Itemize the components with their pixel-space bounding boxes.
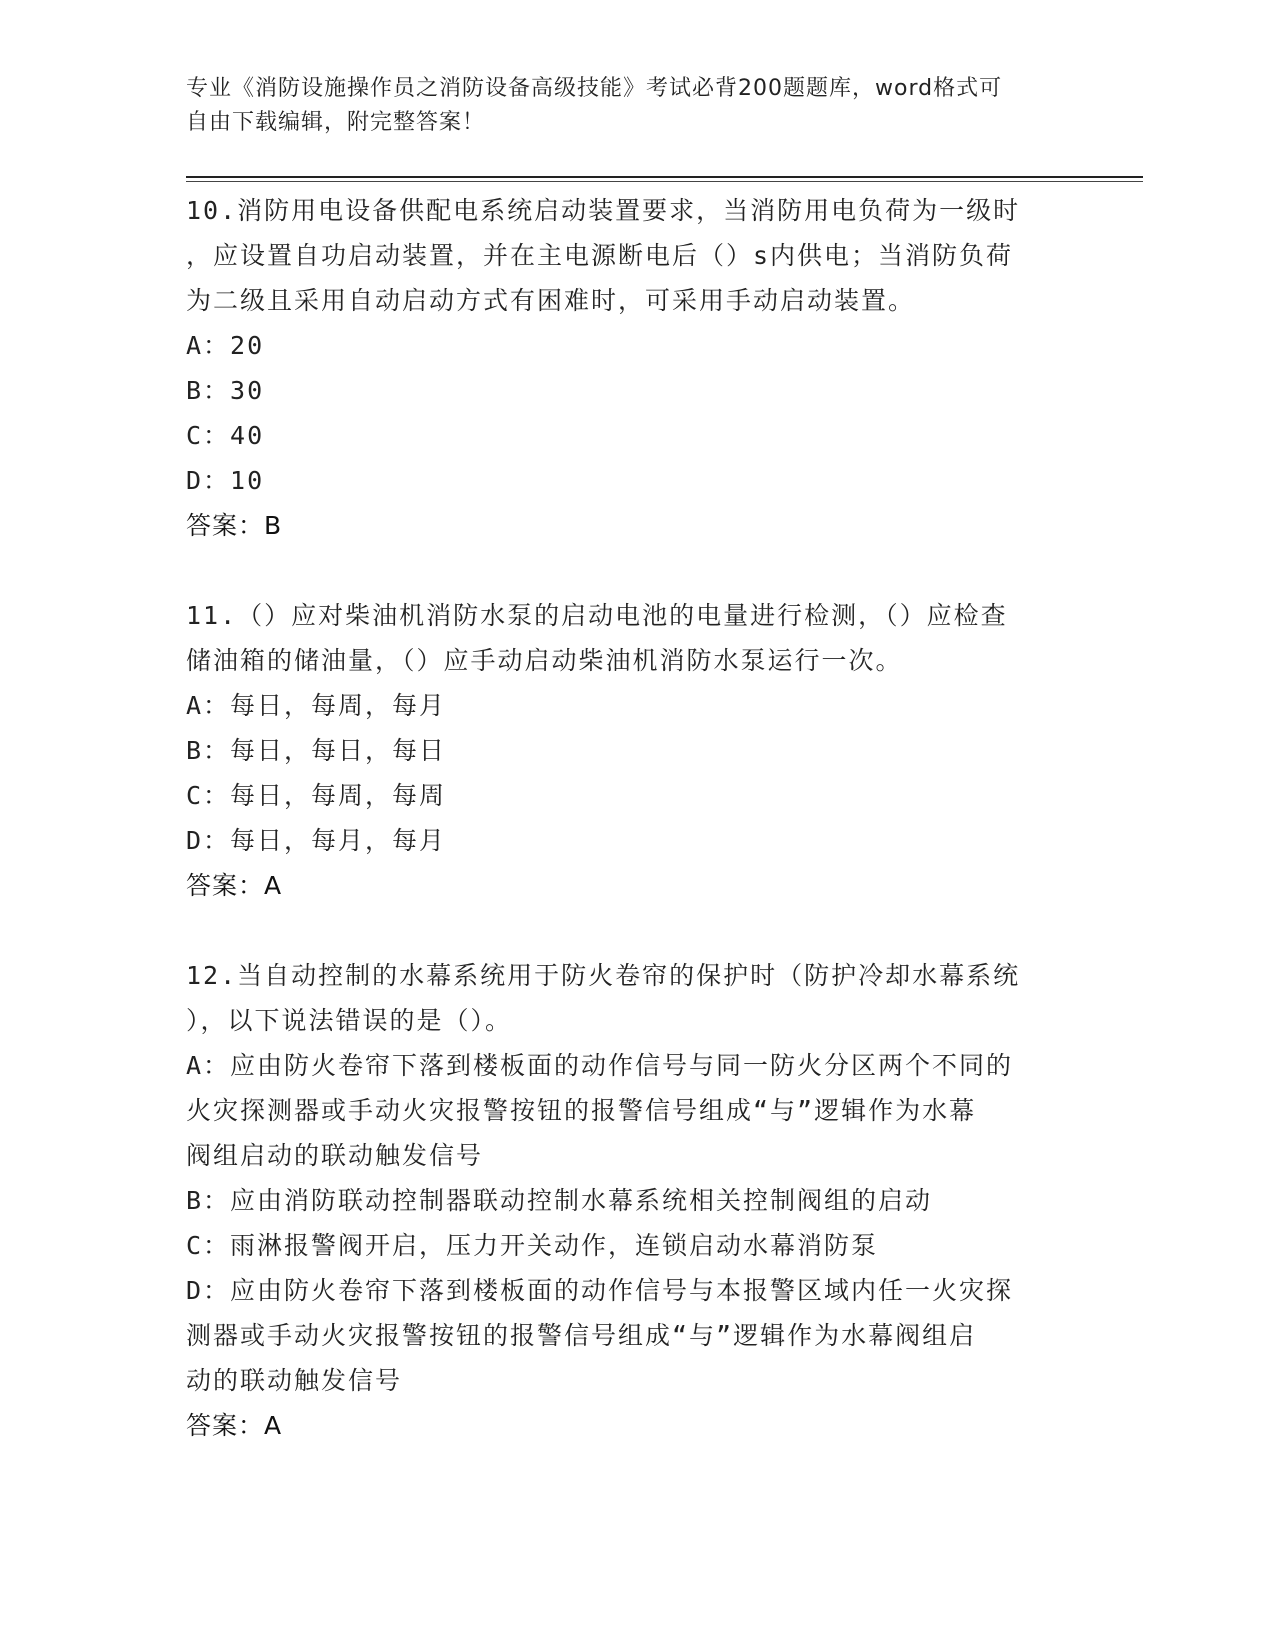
option-a-line: 火灾探测器或手动火灾报警按钮的报警信号组成“与”逻辑作为水幕 bbox=[186, 1096, 977, 1125]
header-divider bbox=[186, 176, 1143, 178]
option-d-line: 动的联动触发信号 bbox=[186, 1366, 403, 1395]
question-stem-line: 储油箱的储油量，（）应手动启动柴油机消防水泵运行一次。 bbox=[186, 646, 903, 675]
option-d: D：每日，每月，每月 bbox=[186, 826, 447, 855]
answer-label: 答案：A bbox=[186, 1411, 283, 1440]
question-spacer bbox=[186, 548, 1066, 593]
header-line-2: 自由下载编辑，附完整答案！ bbox=[186, 110, 486, 135]
option-c: C：40 bbox=[186, 421, 265, 450]
option-b: B：30 bbox=[186, 376, 265, 405]
option-a-line: A：应由防火卷帘下落到楼板面的动作信号与同一防火分区两个不同的 bbox=[186, 1051, 1014, 1080]
answer-label: 答案：A bbox=[186, 871, 283, 900]
question-stem-line: 10.消防用电设备供配电系统启动装置要求，当消防用电负荷为一级时 bbox=[186, 196, 1021, 225]
document-header bbox=[186, 72, 1066, 140]
answer-label: 答案：B bbox=[186, 511, 283, 540]
option-d-line: D：应由防火卷帘下落到楼板面的动作信号与本报警区域内任一火灾探 bbox=[186, 1276, 1014, 1305]
option-c: C：每日，每周，每周 bbox=[186, 781, 447, 810]
header-divider-thin bbox=[186, 181, 1143, 182]
option-d-line: 测器或手动火灾报警按钮的报警信号组成“与”逻辑作为水幕阀组启 bbox=[186, 1321, 977, 1350]
option-d: D：10 bbox=[186, 466, 265, 495]
option-c: C：雨淋报警阀开启，压力开关动作，连锁启动水幕消防泵 bbox=[186, 1231, 879, 1260]
option-b: B：每日，每日，每日 bbox=[186, 736, 447, 765]
option-b: B：应由消防联动控制器联动控制水幕系统相关控制阀组的启动 bbox=[186, 1186, 933, 1215]
question-10 bbox=[186, 188, 1066, 548]
question-12 bbox=[186, 953, 1066, 1448]
question-stem-line: 11.（）应对柴油机消防水泵的启动电池的电量进行检测，（）应检查 bbox=[186, 601, 1008, 630]
question-spacer bbox=[186, 908, 1066, 953]
header-line-1: 专业《消防设施操作员之消防设备高级技能》考试必背200题题库，word格式可 bbox=[186, 76, 1003, 101]
question-stem-line: 12.当自动控制的水幕系统用于防火卷帘的保护时（防护冷却水幕系统 bbox=[186, 961, 1021, 990]
option-a-line: 阀组启动的联动触发信号 bbox=[186, 1141, 484, 1170]
option-a: A：20 bbox=[186, 331, 265, 360]
question-stem-line: 为二级且采用自动启动方式有困难时，可采用手动启动装置。 bbox=[186, 286, 916, 315]
question-list bbox=[186, 188, 1066, 1448]
question-stem-line: ，应设置自功启动装置，并在主电源断电后（）s内供电；当消防负荷 bbox=[186, 241, 1014, 270]
option-a: A：每日，每周，每月 bbox=[186, 691, 447, 720]
question-11 bbox=[186, 593, 1066, 908]
question-stem-line: ），以下说法错误的是（）。 bbox=[186, 1006, 513, 1035]
document-page bbox=[186, 0, 1146, 1650]
